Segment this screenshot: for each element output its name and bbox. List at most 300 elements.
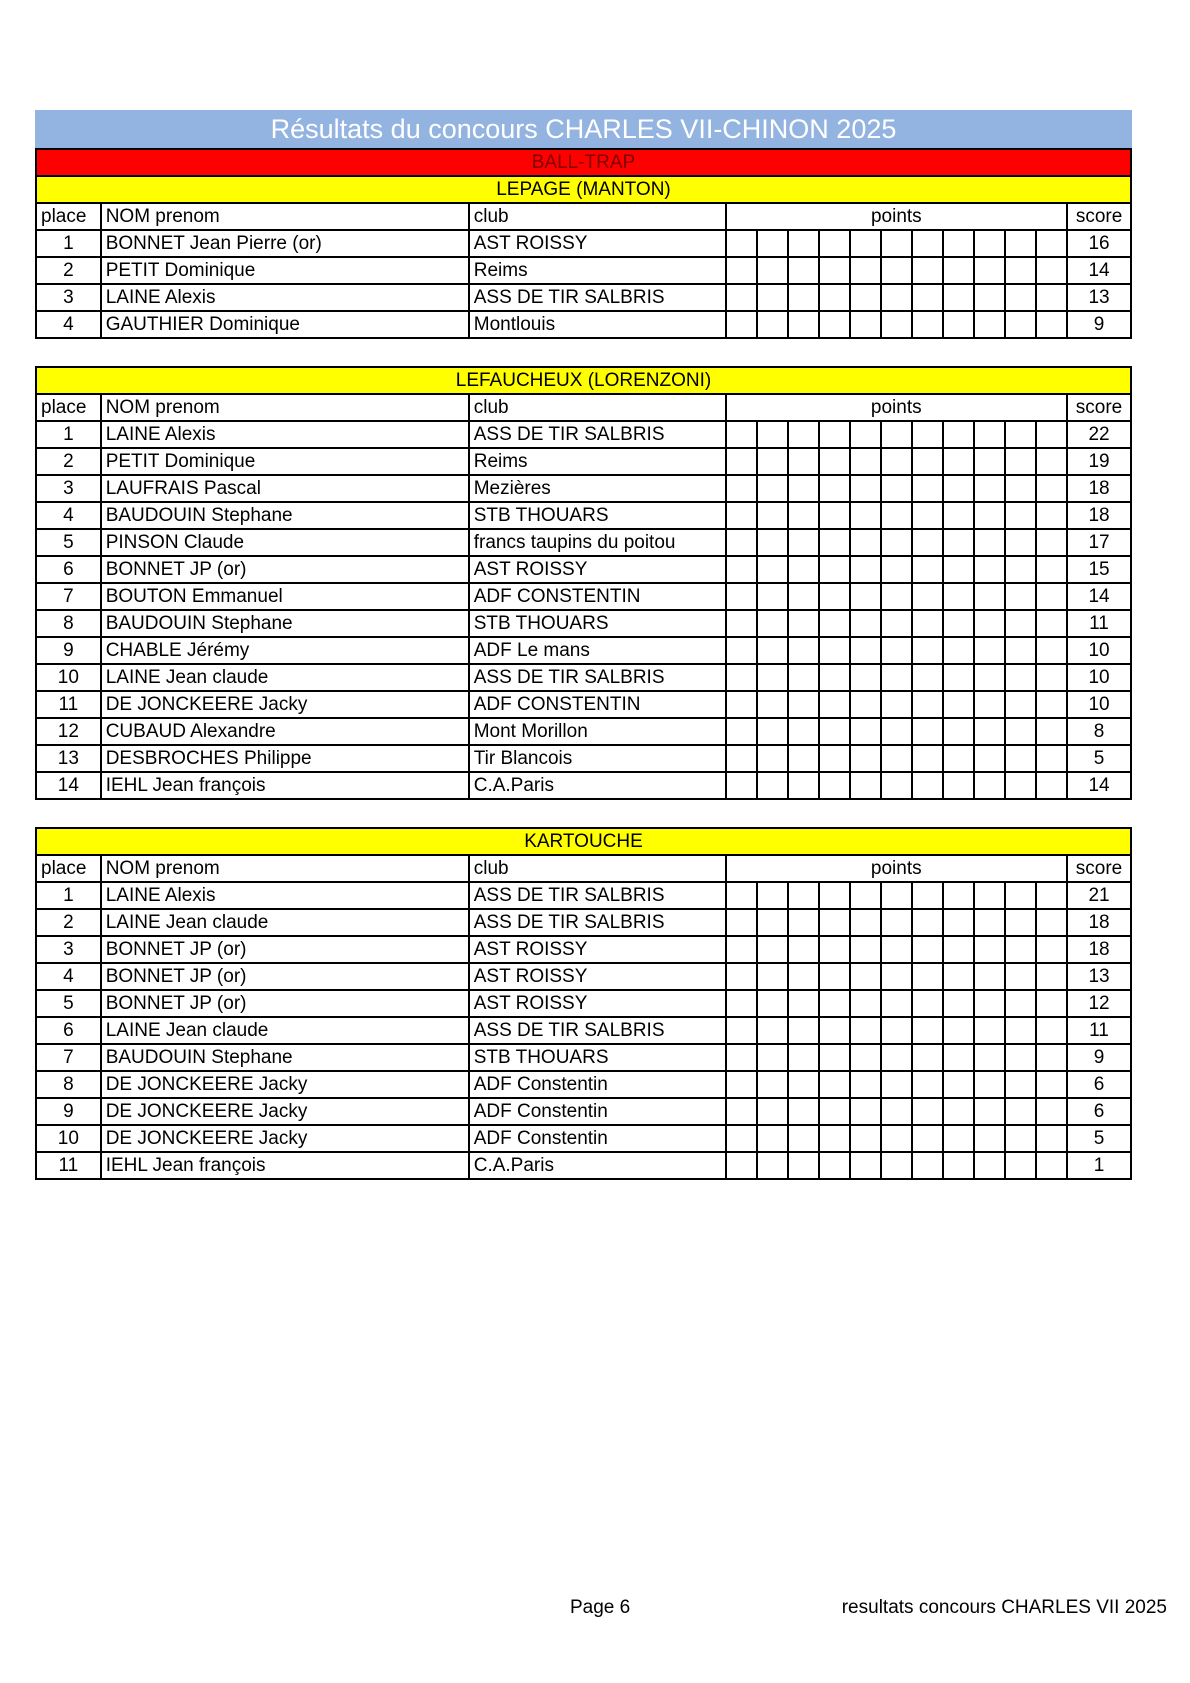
points-cell [788,990,819,1017]
points-cell [912,1125,943,1152]
points-cell [788,637,819,664]
points-cell [881,909,912,936]
score-cell: 5 [1067,1125,1131,1152]
points-cell [850,556,881,583]
name-cell: BONNET Jean Pierre (or) [101,230,469,257]
score-cell: 13 [1067,963,1131,990]
header-club: club [469,394,726,421]
points-cell [757,990,788,1017]
points-cell [757,311,788,338]
points-cell [1036,936,1067,963]
points-cell [757,1071,788,1098]
score-cell: 18 [1067,475,1131,502]
points-cell [726,936,757,963]
place-cell: 11 [36,691,101,718]
points-cell [757,936,788,963]
points-cell [974,1098,1005,1125]
points-cell [912,637,943,664]
table-row [36,311,1131,338]
points-cell [850,502,881,529]
points-cell [726,882,757,909]
points-cell [974,311,1005,338]
points-cell [788,421,819,448]
points-cell [912,583,943,610]
points-cell [788,284,819,311]
points-cell [726,311,757,338]
club-cell: ADF Le mans [469,637,726,664]
place-cell: 6 [36,556,101,583]
points-cell [1036,1044,1067,1071]
points-cell [974,610,1005,637]
header-place: place [36,394,101,421]
points-cell [1036,583,1067,610]
points-cell [1005,936,1036,963]
points-cell [943,230,974,257]
points-cell [850,718,881,745]
points-cell [726,1017,757,1044]
place-cell: 8 [36,1071,101,1098]
points-cell [1036,475,1067,502]
place-cell: 1 [36,421,101,448]
points-cell [757,772,788,799]
score-cell: 14 [1067,772,1131,799]
points-cell [1036,718,1067,745]
results-table [35,366,1132,800]
name-cell: LAINE Alexis [101,284,469,311]
header-club: club [469,855,726,882]
points-cell [819,963,850,990]
points-cell [1005,718,1036,745]
points-cell [757,664,788,691]
table-row [36,718,1131,745]
points-cell [881,1044,912,1071]
name-cell: PETIT Dominique [101,448,469,475]
points-cell [974,990,1005,1017]
score-cell: 11 [1067,610,1131,637]
points-cell [788,1125,819,1152]
points-cell [757,529,788,556]
points-cell [850,610,881,637]
points-cell [1036,1071,1067,1098]
points-cell [726,502,757,529]
place-cell: 3 [36,936,101,963]
name-cell: IEHL Jean françois [101,772,469,799]
place-cell: 7 [36,1044,101,1071]
points-cell [881,745,912,772]
score-cell: 14 [1067,583,1131,610]
points-cell [974,637,1005,664]
name-cell: PINSON Claude [101,529,469,556]
points-cell [943,1017,974,1044]
points-cell [912,909,943,936]
points-cell [881,718,912,745]
points-cell [819,1152,850,1179]
points-cell [757,718,788,745]
points-cell [819,610,850,637]
points-cell [788,664,819,691]
table-row [36,664,1131,691]
points-cell [850,664,881,691]
points-cell [881,664,912,691]
points-cell [788,475,819,502]
points-cell [819,1071,850,1098]
points-cell [819,448,850,475]
points-cell [943,745,974,772]
points-cell [850,909,881,936]
header-place: place [36,203,101,230]
points-cell [943,502,974,529]
score-cell: 19 [1067,448,1131,475]
points-cell [881,936,912,963]
discipline-band: BALL-TRAP [36,149,1131,176]
points-cell [881,1098,912,1125]
points-cell [1005,1071,1036,1098]
points-cell [726,610,757,637]
points-cell [974,1125,1005,1152]
points-cell [850,990,881,1017]
points-cell [726,583,757,610]
points-cell [788,583,819,610]
points-cell [788,718,819,745]
points-cell [1036,909,1067,936]
points-cell [1005,1017,1036,1044]
points-cell [881,529,912,556]
points-cell [974,448,1005,475]
place-cell: 12 [36,718,101,745]
points-cell [1005,882,1036,909]
club-cell: Reims [469,257,726,284]
points-cell [974,284,1005,311]
points-cell [1005,311,1036,338]
points-cell [757,583,788,610]
table-row [36,745,1131,772]
score-cell: 15 [1067,556,1131,583]
points-cell [1036,610,1067,637]
points-cell [881,772,912,799]
points-cell [850,691,881,718]
score-cell: 10 [1067,637,1131,664]
points-cell [974,718,1005,745]
points-cell [819,421,850,448]
points-cell [1005,990,1036,1017]
points-cell [850,772,881,799]
club-cell: ASS DE TIR SALBRIS [469,909,726,936]
points-cell [850,1098,881,1125]
points-cell [881,1071,912,1098]
club-cell: ADF Constentin [469,1125,726,1152]
score-cell: 22 [1067,421,1131,448]
points-cell [1036,637,1067,664]
points-cell [757,502,788,529]
club-cell: francs taupins du poitou [469,529,726,556]
points-cell [974,1017,1005,1044]
score-cell: 11 [1067,1017,1131,1044]
points-cell [819,1125,850,1152]
points-cell [974,882,1005,909]
points-cell [943,448,974,475]
points-cell [943,963,974,990]
points-cell [788,556,819,583]
name-cell: BONNET JP (or) [101,556,469,583]
points-cell [757,1152,788,1179]
points-cell [943,257,974,284]
points-cell [974,909,1005,936]
place-cell: 4 [36,311,101,338]
points-cell [850,1125,881,1152]
points-cell [974,1044,1005,1071]
points-cell [881,1017,912,1044]
points-cell [912,284,943,311]
points-cell [1005,529,1036,556]
points-cell [726,745,757,772]
points-cell [881,610,912,637]
place-cell: 3 [36,284,101,311]
points-cell [881,637,912,664]
points-cell [788,1152,819,1179]
points-cell [1036,448,1067,475]
table-row [36,502,1131,529]
points-cell [757,556,788,583]
name-cell: LAINE Alexis [101,882,469,909]
score-cell: 18 [1067,909,1131,936]
points-cell [943,556,974,583]
header-points: points [726,203,1068,230]
name-cell: LAUFRAIS Pascal [101,475,469,502]
points-cell [850,311,881,338]
points-cell [974,230,1005,257]
discipline-row [36,149,1131,176]
points-cell [726,664,757,691]
club-cell: STB THOUARS [469,1044,726,1071]
points-cell [726,909,757,936]
points-cell [881,475,912,502]
points-cell [943,1152,974,1179]
table-row [36,691,1131,718]
name-cell: BONNET JP (or) [101,936,469,963]
points-cell [819,1017,850,1044]
points-cell [850,1017,881,1044]
points-cell [1036,664,1067,691]
points-cell [912,882,943,909]
points-cell [819,718,850,745]
table-row [36,230,1131,257]
points-cell [974,745,1005,772]
points-cell [850,963,881,990]
points-cell [912,556,943,583]
points-cell [881,963,912,990]
name-cell: DE JONCKEERE Jacky [101,1098,469,1125]
points-cell [726,475,757,502]
club-cell: ASS DE TIR SALBRIS [469,284,726,311]
table-row [36,448,1131,475]
score-cell: 21 [1067,882,1131,909]
points-cell [881,448,912,475]
points-cell [819,284,850,311]
points-cell [943,475,974,502]
points-cell [788,502,819,529]
table-row [36,772,1131,799]
table-row [36,1044,1131,1071]
points-cell [974,529,1005,556]
points-cell [1036,772,1067,799]
points-cell [1036,1125,1067,1152]
points-cell [1005,664,1036,691]
points-cell [788,936,819,963]
points-cell [974,257,1005,284]
points-cell [974,936,1005,963]
points-cell [912,963,943,990]
points-cell [881,882,912,909]
name-cell: LAINE Jean claude [101,664,469,691]
points-cell [912,448,943,475]
score-cell: 10 [1067,664,1131,691]
points-cell [757,909,788,936]
points-cell [1005,583,1036,610]
name-cell: DESBROCHES Philippe [101,745,469,772]
points-cell [1005,1044,1036,1071]
score-cell: 16 [1067,230,1131,257]
points-cell [850,1071,881,1098]
club-cell: STB THOUARS [469,610,726,637]
points-cell [850,882,881,909]
points-cell [1005,1098,1036,1125]
score-cell: 9 [1067,311,1131,338]
club-cell: ADF Constentin [469,1098,726,1125]
points-cell [819,664,850,691]
points-cell [1005,230,1036,257]
points-cell [912,257,943,284]
points-cell [943,284,974,311]
club-cell: Reims [469,448,726,475]
score-cell: 5 [1067,745,1131,772]
points-cell [757,421,788,448]
points-cell [757,1017,788,1044]
page-title: Résultats du concours CHARLES VII-CHINON 2025 [35,110,1132,148]
place-cell: 9 [36,1098,101,1125]
points-cell [912,990,943,1017]
points-cell [788,529,819,556]
club-cell: ADF Constentin [469,1071,726,1098]
points-cell [912,1017,943,1044]
points-cell [819,691,850,718]
points-cell [1036,990,1067,1017]
points-cell [943,637,974,664]
points-cell [819,772,850,799]
points-cell [819,745,850,772]
points-cell [1005,1152,1036,1179]
table-row [36,637,1131,664]
points-cell [788,610,819,637]
name-cell: BONNET JP (or) [101,963,469,990]
points-cell [1036,1098,1067,1125]
points-cell [974,1152,1005,1179]
name-cell: CHABLE Jérémy [101,637,469,664]
points-cell [788,882,819,909]
points-cell [757,691,788,718]
place-cell: 10 [36,664,101,691]
score-cell: 18 [1067,502,1131,529]
header-score: score [1067,855,1131,882]
points-cell [881,1152,912,1179]
points-cell [943,772,974,799]
table-row [36,909,1131,936]
points-cell [1005,691,1036,718]
points-cell [912,230,943,257]
results-tables [35,148,1132,1180]
points-cell [1036,691,1067,718]
points-cell [788,230,819,257]
points-cell [788,1071,819,1098]
section-title-row [36,176,1131,203]
club-cell: Mezières [469,475,726,502]
points-cell [943,882,974,909]
place-cell: 4 [36,963,101,990]
points-cell [912,745,943,772]
header-row [36,203,1131,230]
points-cell [1036,882,1067,909]
table-row [36,1071,1131,1098]
results-sheet [35,110,1132,1180]
points-cell [1005,772,1036,799]
points-cell [726,1125,757,1152]
points-cell [912,311,943,338]
points-cell [1036,502,1067,529]
points-cell [912,1044,943,1071]
results-table [35,827,1132,1180]
points-cell [881,257,912,284]
points-cell [912,610,943,637]
points-cell [1005,745,1036,772]
points-cell [881,311,912,338]
points-cell [757,1098,788,1125]
place-cell: 2 [36,257,101,284]
club-cell: C.A.Paris [469,1152,726,1179]
club-cell: C.A.Paris [469,772,726,799]
points-cell [881,421,912,448]
points-cell [819,1098,850,1125]
section-spacer [35,800,1132,827]
points-cell [1005,909,1036,936]
points-cell [819,936,850,963]
club-cell: ASS DE TIR SALBRIS [469,882,726,909]
points-cell [1036,1152,1067,1179]
club-cell: AST ROISSY [469,963,726,990]
points-cell [912,718,943,745]
points-cell [757,257,788,284]
points-cell [850,583,881,610]
table-row [36,475,1131,502]
name-cell: LAINE Jean claude [101,1017,469,1044]
points-cell [788,311,819,338]
section-spacer [35,339,1132,366]
points-cell [819,882,850,909]
points-cell [881,556,912,583]
points-cell [974,475,1005,502]
points-cell [757,610,788,637]
points-cell [1005,556,1036,583]
points-cell [912,502,943,529]
section-title: LEPAGE (MANTON) [36,176,1131,203]
points-cell [974,772,1005,799]
points-cell [726,963,757,990]
points-cell [974,664,1005,691]
header-points: points [726,394,1068,421]
points-cell [881,691,912,718]
section-title-row [36,828,1131,855]
score-cell: 18 [1067,936,1131,963]
points-cell [1005,637,1036,664]
table-row [36,610,1131,637]
